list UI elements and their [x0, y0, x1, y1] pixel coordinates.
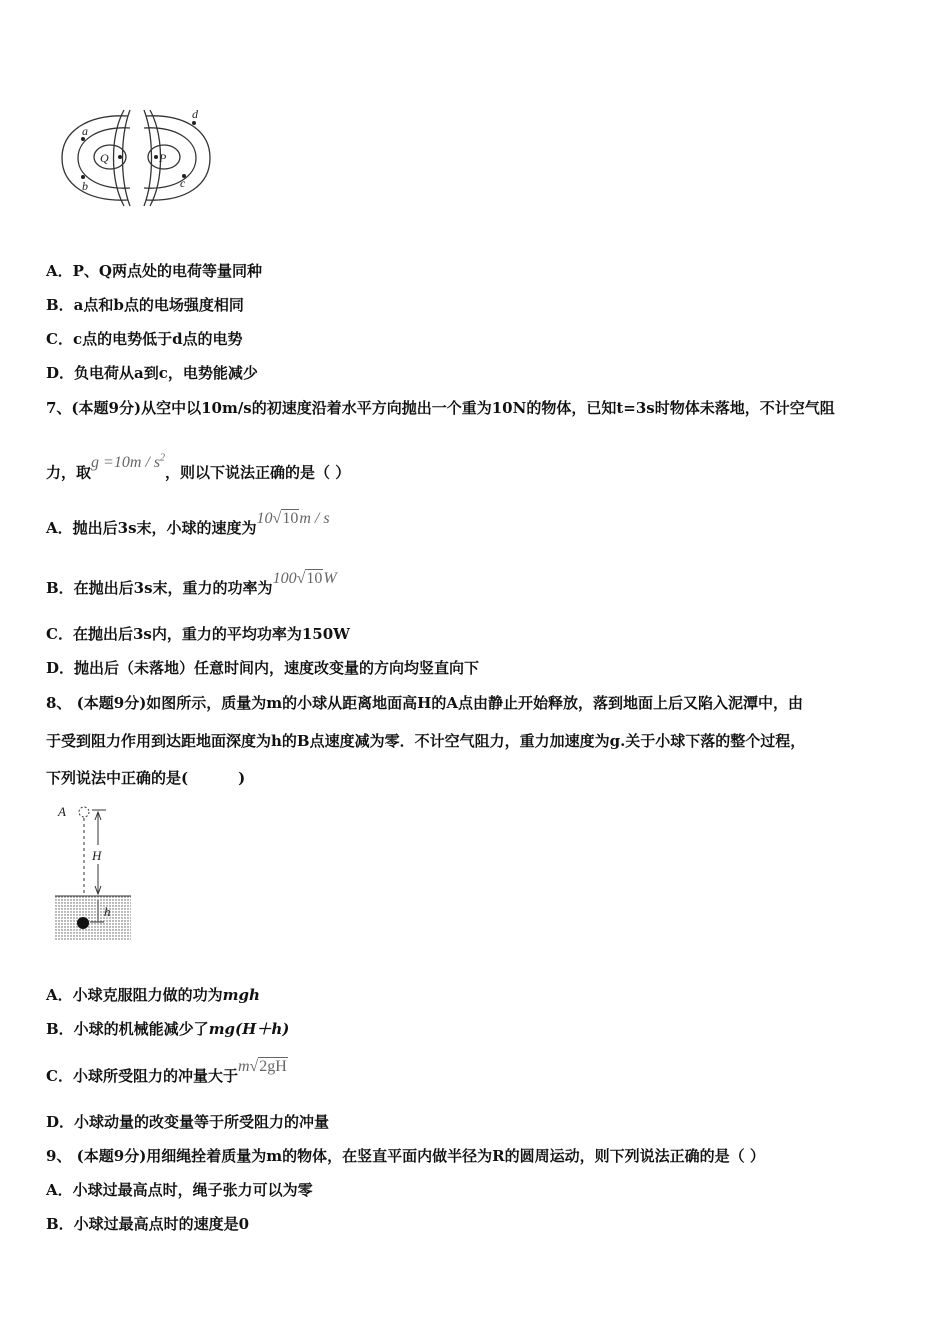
q7-option-b: B．在抛出后3s末，重力的功率为100√10W: [46, 570, 337, 597]
label-A: A: [58, 804, 66, 819]
q7-stem-line2: [46, 453, 351, 483]
g-formula: $g =10m / s^2$: [91, 453, 166, 472]
q6-option-a: A．P、Q两点处的电荷等量同种: [46, 262, 262, 280]
q7-stem-prefix: 力，取: [46, 463, 92, 482]
label-h: h: [104, 904, 111, 919]
q8-option-a: A．小球克服阻力做的功为mgh: [46, 986, 260, 1004]
falling-ball-figure: [52, 800, 142, 945]
q9-stem: 9、 (本题9分)用细绳拴着质量为m的物体，在竖直平面内做半径为R的圆周运动，则下列说法正确的是（ ）: [46, 1147, 765, 1165]
label-d: d: [192, 107, 198, 121]
q8-option-c: C．小球所受阻力的冲量大于m√2gH: [46, 1058, 287, 1085]
q8-stem-line2: 于受到阻力作用到达距地面深度为h的B点速度减为零．不计空气阻力，重力加速度为g.关于小球下落的整个过程，: [46, 732, 806, 750]
q7-option-c: C．在抛出后3s内，重力的平均功率为150W: [46, 625, 350, 643]
q9-option-a: A．小球过最高点时，绳子张力可以为零: [46, 1181, 313, 1199]
q7-option-a: A．抛出后3s末，小球的速度为10√10m / s: [46, 510, 330, 537]
label-P: P: [159, 151, 167, 165]
q8-stem-line3: 下列说法中正确的是( ): [46, 769, 246, 787]
q6-option-b: B．a点和b点的电场强度相同: [46, 296, 244, 314]
q8-stem-line1: 8、 (本题9分)如图所示，质量为m的小球从距离地面高H的A点由静止开始释放，落到地面上后又陷入泥潭中，由: [46, 694, 803, 712]
label-Q: Q: [100, 151, 109, 165]
label-b: b: [82, 179, 88, 193]
q9-option-b: B．小球过最高点时的速度是0: [46, 1215, 250, 1233]
electric-field-figure: [58, 106, 218, 211]
q8-option-d: D．小球动量的改变量等于所受阻力的冲量: [46, 1113, 330, 1131]
q7-stem-line1: 7、(本题9分)从空中以10m/s的初速度沿着水平方向抛出一个重为10N的物体，已知t=3s时物体未落地，不计空气阻: [46, 399, 835, 417]
q6-option-c: C．c点的电势低于d点的电势: [46, 330, 243, 348]
q7-option-d: D．抛出后（未落地）任意时间内，速度改变量的方向均竖直向下: [46, 659, 480, 677]
label-a: a: [82, 124, 88, 138]
label-H: H: [92, 848, 102, 863]
q8-option-b: B．小球的机械能减少了mg(H＋h): [46, 1020, 290, 1038]
q7-stem-suffix: ，则以下说法正确的是（ ）: [165, 463, 351, 482]
q6-option-d: D．负电荷从a到c，电势能减少: [46, 364, 258, 382]
label-c: c: [180, 176, 186, 190]
